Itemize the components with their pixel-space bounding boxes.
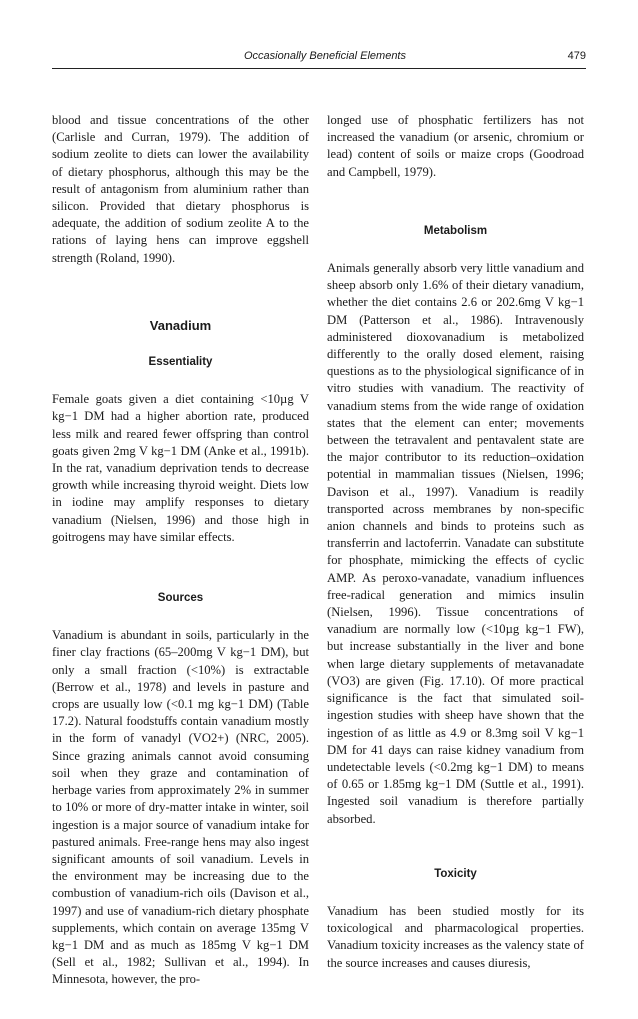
- paragraph-toxicity: Vanadium has been studied mostly for its toxicological and pharmacological properties. Vanadium toxicity increases as the valency state of the source increases and causes diuresis,: [327, 903, 584, 970]
- right-column: [327, 112, 584, 972]
- running-title: Occasionally Beneficial Elements: [243, 50, 406, 62]
- paragraph-sources: Vanadium is abundant in soils, particularly in the finer clay fractions (65–200mg V kg−1 DM), but only a small fraction (<10%) is extractable (Berrow et al., 1978) and levels in pasture and crops are usually low (<0.1 mg kg−1 DM) (Table 17.2). Natural foodstuffs contain vanadium mostly in the form of vanadyl (VO2+) (NRC, 2005). Since grazing animals cannot avoid consuming soil when they graze and contamination of herbage varies from approximately 2% in summer to 10% or more of dry-matter intake in winter, soil ingestion is a major source of vanadium intake for pastured animals. Free-range hens may also ingest significant amounts of soil vanadium. Levels in the environment may be increasing due to the combustion of vanadium-rich oils (Davison et al., 1997) and use of vanadium-rich dietary phosphate supplements, which contain on average 135mg V kg−1 DM and as much as 185mg V kg−1 DM (Sell et al., 1982; Sullivan et al., 1994). In Minnesota, however, the pro-: [52, 628, 309, 987]
- heading-toxicity: Toxicity: [434, 867, 477, 880]
- heading-essentiality: Essentiality: [148, 356, 213, 369]
- heading-sources: Sources: [157, 592, 204, 605]
- paragraph-zeolite: blood and tissue concentrations of the other (Carlisle and Curran, 1979). The addition of sodium zeolite to diets can lower the availability of dietary phosphorus, although this may be the result of antagonism from aluminium rather than silicon. Provided that dietary phosphorus is adequate, the addition of sodium zeolite A to the rations of laying hens can improve eggshell strength (Roland, 1990).: [52, 113, 309, 265]
- page-number: 479: [567, 50, 586, 62]
- heading-vanadium: Vanadium: [149, 317, 212, 333]
- paragraph-essentiality: Female goats given a diet containing <10µg V kg−1 DM had a higher abortion rate, produced less milk and reared fewer offspring than control goats given 2mg V kg−1 DM (Anke et al., 1991b). In the rat, vanadium deprivation tends to decrease growth while increasing thyroid weight. Diets low in iodine may amplify responses to dietary vanadium (Nielsen, 1996) and those high in goitrogens may have similar effects.: [52, 392, 309, 544]
- paragraph-metabolism: Animals generally absorb very little vanadium and sheep absorb only 1.6% of their dietary vanadium, whether the diet contains 2.6 or 202.6mg V kg−1 DM (Patterson et al., 1986). Intravenously administered dioxovanadium is metabolized differently to the orally dosed element, raising questions as to the physiological significance of in vitro studies with vanadium. The reactivity of vanadium stems from the wide range of oxidation states that the element can enter; movements between the tetravalent and pentavalent state are the major contributor to its reduction–oxidation potential in mammalian tissues (Nielsen, 1996; Davison et al., 1997). Vanadium is readily transported across membranes by non-specific anion channels and binds to proteins such as transferrin and lactoferrin. Vanadate can substitute for phosphate, mimicking the effects of cyclic AMP. As peroxo-vanadate, vanadium influences free-radical generation and mimics insulin (Nielsen, 1996). Tissue concentrations of vanadium are normally low (<10µg kg−1 FW), but increase substantially in the liver and bone when large dietary supplements of metavanadate (VO3) are given (Fig. 17.10). Of more practical significance is the fact that simulated soil-ingestion studies with sheep have shown that the ingestion of as little as 4.9 or 8.3mg soil V kg−1 DM for 41 days can raise kidney vanadium from undetectable levels (<0.2mg kg−1 DM) to means of 0.65 or 1.85mg kg−1 DM (Suttle et al., 1991). Ingested soil vanadium is therefore partially absorbed.: [327, 261, 584, 826]
- page-header: [52, 50, 586, 69]
- heading-metabolism: Metabolism: [423, 224, 488, 237]
- paragraph-fertilizers: longed use of phosphatic fertilizers has not increased the vanadium (or arsenic, chromium or lead) content of soils or maize crops (Goodroad and Campbell, 1979).: [327, 113, 584, 179]
- left-column: [52, 112, 309, 989]
